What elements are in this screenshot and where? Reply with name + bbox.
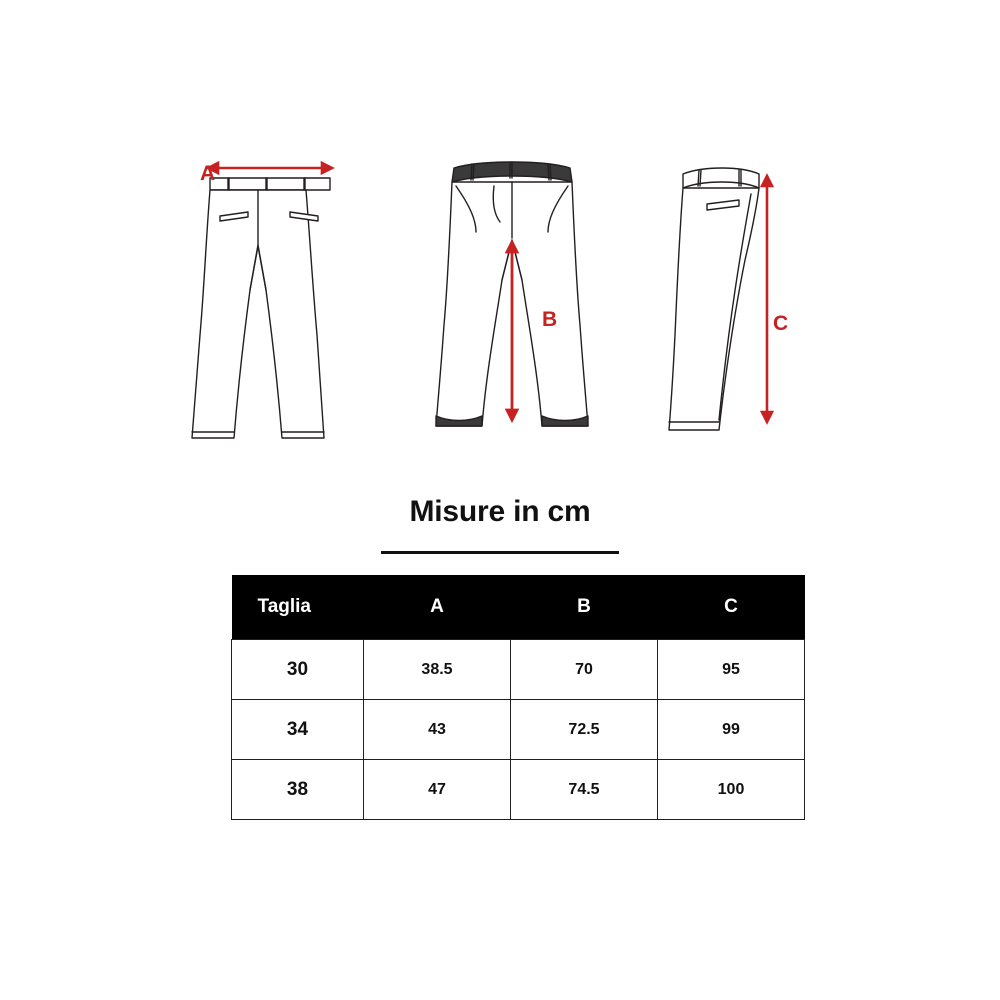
cell-size: 34 [232, 700, 364, 760]
pants-back-view [420, 120, 620, 460]
size-table [231, 575, 805, 820]
cell-a: 43 [364, 700, 511, 760]
table-row [232, 760, 805, 820]
cell-c: 99 [658, 700, 805, 760]
header-c: C [658, 575, 805, 640]
table-row [232, 640, 805, 700]
measure-arrow-c [655, 120, 835, 460]
page-title: Misure in cm [409, 495, 591, 528]
pants-side-view [655, 120, 835, 460]
cell-b: 72.5 [511, 700, 658, 760]
table-header-row [232, 575, 805, 640]
measure-arrow-b [420, 120, 620, 460]
header-b: B [511, 575, 658, 640]
cell-size: 38 [232, 760, 364, 820]
table-row [232, 700, 805, 760]
marker-label-c: C [773, 312, 789, 335]
marker-label-a: A [200, 162, 216, 185]
cell-a: 47 [364, 760, 511, 820]
size-table-wrapper [231, 575, 771, 820]
cell-b: 70 [511, 640, 658, 700]
cell-c: 95 [658, 640, 805, 700]
title-block [0, 495, 1000, 554]
header-taglia: Taglia [232, 575, 364, 640]
table-header [232, 575, 805, 640]
cell-a: 38.5 [364, 640, 511, 700]
cell-b: 74.5 [511, 760, 658, 820]
pants-front-view [170, 120, 370, 460]
illustration-row [0, 120, 1000, 490]
title-divider [381, 551, 619, 554]
cell-c: 100 [658, 760, 805, 820]
marker-label-b: B [542, 308, 558, 331]
header-a: A [364, 575, 511, 640]
cell-size: 30 [232, 640, 364, 700]
table-body [232, 640, 805, 820]
